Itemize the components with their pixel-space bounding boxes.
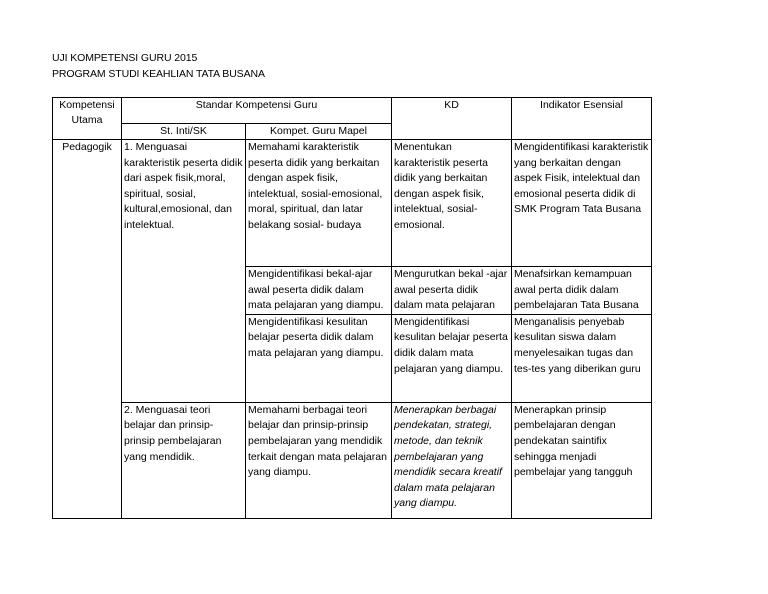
document-title: UJI KOMPETENSI GURU 2015 bbox=[52, 52, 198, 64]
indikator-cell: Menganalisis penyebab kesulitan siswa dalam menyelesaikan tugas dan tes-tes yang diberikan guru bbox=[512, 314, 652, 402]
table-row bbox=[53, 140, 652, 267]
header-kd: KD bbox=[392, 98, 512, 140]
kd-cell: Menerapkan berbagai pendekatan, strategi, metode, dan teknik pembelajaran yang mendidik secara kreatif dalam mata pelajaran yang diampu. bbox=[392, 402, 512, 518]
header-indikator-esensial: Indikator Esensial bbox=[512, 98, 652, 140]
st-inti-cell: 1. Menguasai karakteristik peserta didik dari aspek fisik,moral, spiritual, sosial, kultural,emosional, dan intelektual. bbox=[122, 140, 246, 403]
kompet-cell: Memahami berbagai teori belajar dan prinsip-prinsip pembelajaran yang mendidik terkait dengan mata pelajaran yang diampu. bbox=[246, 402, 392, 518]
kompet-cell: Mengidentifikasi kesulitan belajar peserta didik dalam mata pelajaran yang diampu. bbox=[246, 314, 392, 402]
table-row bbox=[53, 402, 652, 518]
competency-table bbox=[52, 97, 652, 519]
kompet-cell: Memahami karakteristik peserta didik yang berkaitan dengan aspek fisik, intelektual, sosial-emosional, moral, spiritual, dan latar belakang sosial- budaya bbox=[246, 140, 392, 267]
kd-cell: Mengidentifikasi kesulitan belajar peserta didik dalam mata pelajaran yang diampu. bbox=[392, 314, 512, 402]
table-header-row bbox=[53, 98, 652, 124]
kd-cell: Mengurutkan bekal -ajar awal peserta didik dalam mata pelajaran bbox=[392, 267, 512, 315]
indikator-cell: Mengidentifikasi karakteristik yang berkaitan dengan aspek Fisik, intelektual dan emosional peserta didik di SMK Program Tata Busana bbox=[512, 140, 652, 267]
st-inti-cell: 2. Menguasai teori belajar dan prinsip-prinsip pembelajaran yang mendidik. bbox=[122, 402, 246, 518]
header-st-inti-sk: St. Inti/SK bbox=[122, 124, 246, 140]
indikator-cell: Menerapkan prinsip pembelajaran dengan pendekatan saintifix sehingga menjadi pembelajar yang tangguh bbox=[512, 402, 652, 518]
header-standar-kompetensi: Standar Kompetensi Guru bbox=[122, 98, 392, 124]
kompet-cell: Mengidentifikasi bekal-ajar awal peserta didik dalam mata pelajaran yang diampu. bbox=[246, 267, 392, 315]
kompetensi-pedagogik-cell: Pedagogik bbox=[53, 140, 122, 519]
indikator-cell: Menafsirkan kemampuan awal perta didik dalam pembelajaran Tata Busana bbox=[512, 267, 652, 315]
document-subtitle: PROGRAM STUDI KEAHLIAN TATA BUSANA bbox=[52, 68, 265, 80]
header-kompet-guru-mapel: Kompet. Guru Mapel bbox=[246, 124, 392, 140]
kd-cell: Menentukan karakteristik peserta didik yang berkaitan dengan aspek fisik, intelektual, sosial-emosional. bbox=[392, 140, 512, 267]
header-kompetensi-utama: Kompetensi Utama bbox=[53, 98, 122, 140]
